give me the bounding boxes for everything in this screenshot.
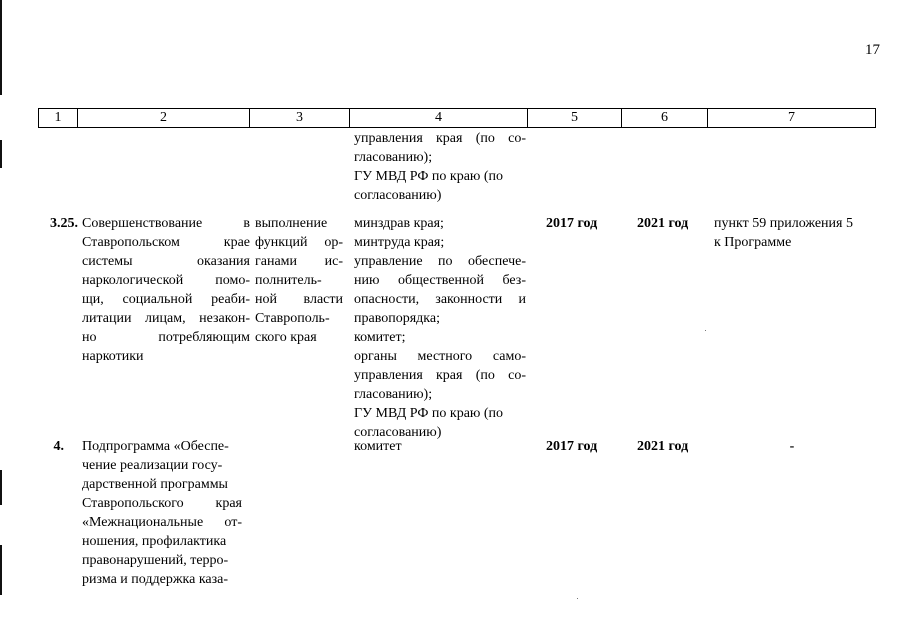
text-line: наркотики <box>82 349 144 364</box>
text-line: согласованию) <box>354 188 442 203</box>
table-header-row <box>38 108 876 128</box>
text-line: системы оказания <box>82 254 250 269</box>
text-line: гласованию); <box>354 150 433 165</box>
text-line: управления края (по со- <box>354 131 526 146</box>
text-line: пункт 59 приложения 5 <box>714 216 853 231</box>
text-line: Подпрограмма «Обеспе- <box>82 439 229 454</box>
text-line: органы местного само- <box>354 349 526 364</box>
row-325-end-year: 2021 год <box>637 216 689 231</box>
text-line: ГУ МВД РФ по краю (по <box>354 169 504 184</box>
text-line: щи, социальной реаби- <box>82 292 250 307</box>
scan-edge-line <box>0 0 2 95</box>
text-line: правопорядка; <box>354 311 440 326</box>
header-col-6: 6 <box>622 109 708 127</box>
text-line: чение реализации госу- <box>82 458 223 473</box>
row-4-title <box>82 437 242 589</box>
page-number: 17 <box>865 42 880 58</box>
text-line: функций ор- <box>255 235 343 250</box>
text-line: минздрав края; <box>354 216 444 231</box>
scan-speck <box>705 330 706 331</box>
text-line: ной власти <box>255 292 343 307</box>
continuation-col4 <box>354 129 526 205</box>
text-line: ризма и поддержка каза- <box>82 572 229 587</box>
header-col-2: 2 <box>78 109 250 127</box>
text-line: наркологической помо- <box>82 273 250 288</box>
text-line: ношения, профилактика <box>82 534 227 549</box>
text-line: Ставрополь- <box>255 311 330 326</box>
text-line: полнитель- <box>255 273 322 288</box>
text-line: управления края (по со- <box>354 368 526 383</box>
text-line: ского края <box>255 330 317 345</box>
text-line: ГУ МВД РФ по краю (по <box>354 406 504 421</box>
text-line: гласованию); <box>354 387 433 402</box>
row-325-start-year: 2017 год <box>546 216 598 231</box>
text-line: Ставропольском крае <box>82 235 250 250</box>
scan-speck <box>577 598 578 599</box>
scan-edge-line <box>0 140 2 168</box>
text-line: Совершенствование в <box>82 216 250 231</box>
text-line: выполнение <box>255 216 328 231</box>
row-325-col4 <box>354 214 526 442</box>
header-col-1: 1 <box>39 109 78 127</box>
row-4-start-year: 2017 год <box>546 439 598 454</box>
row-4-col7: - <box>789 439 795 454</box>
row-325-title <box>82 214 250 366</box>
header-col-4: 4 <box>350 109 528 127</box>
text-line: ганами ис- <box>255 254 343 269</box>
text-line: литации лицам, незакон- <box>82 311 250 326</box>
text-line: минтруда края; <box>354 235 445 250</box>
row-325-number: 3.25. <box>50 216 78 231</box>
text-line: нию общественной без- <box>354 273 526 288</box>
scan-edge-line <box>0 545 2 595</box>
header-col-3: 3 <box>250 109 350 127</box>
text-line: «Межнациональные от- <box>82 515 242 530</box>
text-line: к Программе <box>714 235 792 250</box>
text-line: Ставропольского края <box>82 496 242 511</box>
row-4-col4: комитет <box>354 439 402 454</box>
row-325-col7 <box>714 214 879 252</box>
text-line: но потребляющим <box>82 330 250 345</box>
row-4-number: 4. <box>53 439 64 454</box>
text-line: правонарушений, терро- <box>82 553 229 568</box>
text-line: управление по обеспече- <box>354 254 526 269</box>
text-line: комитет; <box>354 330 406 345</box>
text-line: опасности, законности и <box>354 292 526 307</box>
row-325-col3 <box>255 214 343 347</box>
text-line: дарственной программы <box>82 477 228 492</box>
row-4-end-year: 2021 год <box>637 439 689 454</box>
text-line: согласованию) <box>354 425 442 440</box>
scan-edge-line <box>0 470 2 505</box>
header-col-5: 5 <box>528 109 622 127</box>
header-col-7: 7 <box>788 110 795 125</box>
